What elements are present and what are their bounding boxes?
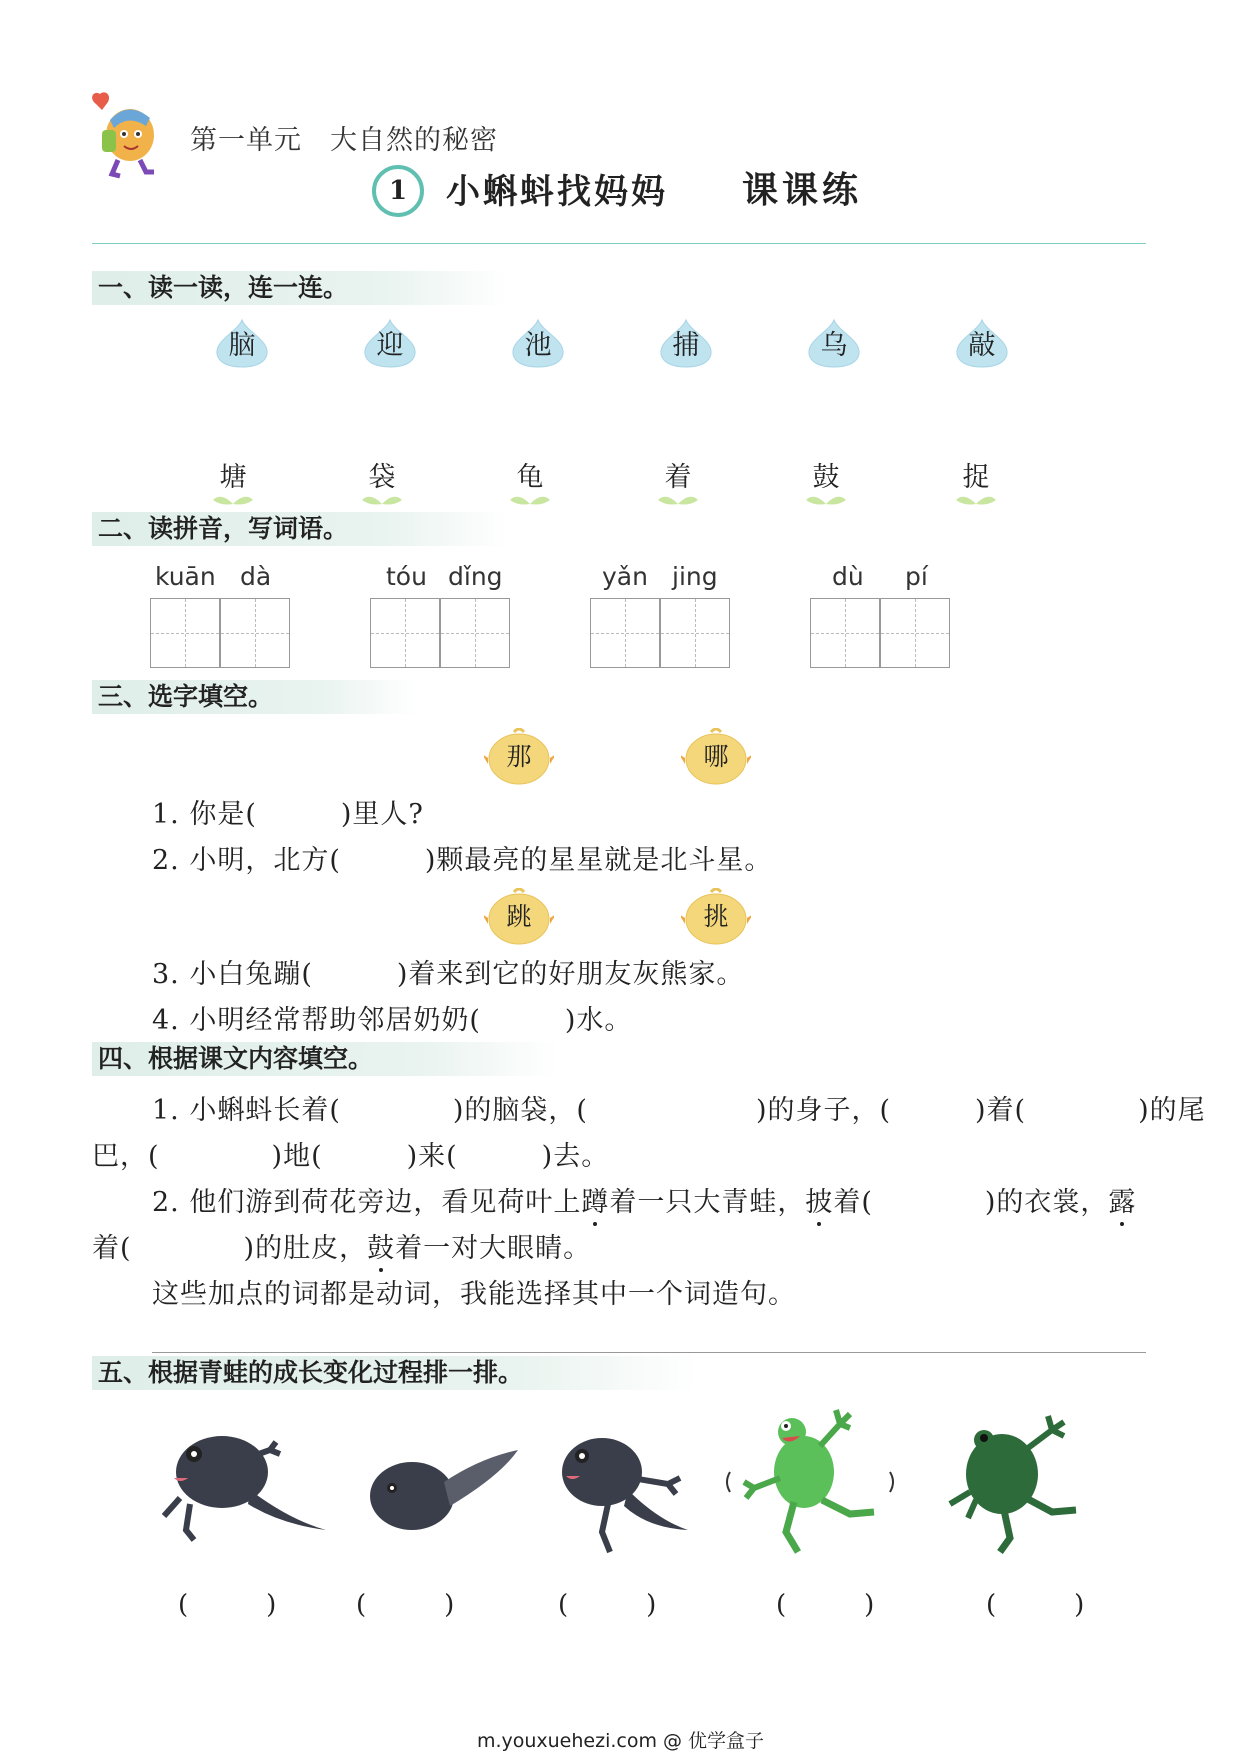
match-item-top[interactable] [213,318,271,368]
question-3: 3. 小白兔蹦( )着来到它的好朋友灰熊家。 [152,959,745,990]
match-item-bottom[interactable] [352,460,412,508]
writing-grid[interactable] [370,598,512,668]
match-char: 龟 [516,462,544,493]
match-item-top[interactable] [805,318,863,368]
match-char: 塘 [219,462,247,493]
mascot-illustration [88,90,166,180]
pinyin-left: dù [832,562,864,591]
fill-paragraph-1-line-2: 巴，( )地( )来( )去。 [92,1141,610,1172]
section-1-heading: 一、读一读，连一连。 [92,271,508,305]
pinyin-left: tóu [386,562,427,591]
match-char: 袋 [368,462,396,493]
choice-char-badge [484,888,554,946]
section-3-heading: 三、选字填空。 [92,680,418,714]
pinyin-left: yǎn [602,562,648,591]
sentence-prompt: 这些加点的词都是动词，我能选择其中一个词造句。 [152,1279,796,1310]
match-item-top[interactable] [361,318,419,368]
match-item-bottom[interactable] [648,460,708,508]
frog-stage-image [150,1420,330,1550]
tadpole-image [360,1430,520,1540]
writing-grid[interactable] [590,598,732,668]
dotted-verb: 蹲 [581,1187,610,1218]
footer-watermark: m.youxuehezi.com @ 优学盒子 [476,1730,765,1752]
section-4-heading: 四、根据课文内容填空。 [92,1042,558,1076]
match-item-bottom[interactable] [796,460,856,508]
question-2: 2. 小明，北方( )颗最亮的星星就是北斗星。 [152,845,773,876]
section-5-heading: 五、根据青蛙的成长变化过程排一排。 [92,1356,698,1390]
pinyin-left: kuān [155,562,216,591]
answer-line[interactable] [152,1352,1146,1353]
order-blank[interactable]: ( ) [178,1590,277,1620]
choice-char: 跳 [506,902,532,931]
order-blank[interactable]: ( ) [356,1590,455,1620]
match-char: 捕 [672,330,700,361]
pinyin-right: dà [240,562,272,591]
lesson-number-badge: 1 [372,165,424,217]
match-char: 池 [524,330,552,361]
pinyin-right: pí [905,562,928,591]
match-item-bottom[interactable] [500,460,560,508]
green-frog-jumping-image [724,1402,904,1562]
choice-char-badge [484,728,554,786]
question-4: 4. 小明经常帮助邻居奶奶( )水。 [152,1005,633,1036]
match-char: 着 [664,462,692,493]
dotted-verb: 披 [805,1187,834,1218]
unit-title: 第一单元 大自然的秘密 [190,125,498,156]
writing-grid[interactable] [150,598,292,668]
match-char: 鼓 [812,462,840,493]
order-blank[interactable]: ( ) [558,1590,657,1620]
section-2-heading: 二、读拼音，写词语。 [92,512,508,546]
fill-paragraph-2-line-2: 着( )的肚皮，鼓着一对大眼睛。 [92,1233,592,1264]
choice-char: 哪 [703,742,729,771]
adult-frog-image [940,1408,1090,1558]
frog-stage-image [548,1420,698,1560]
order-blank[interactable]: ( ) [986,1590,1085,1620]
dotted-verb: 露 [1108,1187,1137,1218]
fill-paragraph-2-line-1: 2. 他们游到荷花旁边，看见荷叶上蹲着一只大青蛙，披着( )的衣裳，露 [152,1187,1137,1218]
match-char: 迎 [376,330,404,361]
match-item-top[interactable] [953,318,1011,368]
match-item-top[interactable] [657,318,715,368]
choice-char: 那 [506,742,532,771]
choice-char: 挑 [703,902,729,931]
fill-paragraph-1-line-1: 1. 小蝌蚪长着( )的脑袋，( )的身子，( )着( )的尾 [152,1095,1206,1126]
match-char: 捉 [962,462,990,493]
header-divider [92,243,1146,244]
lesson-title: 小蝌蚪找妈妈 [446,172,668,212]
dotted-verb: 鼓 [367,1233,396,1264]
match-item-bottom[interactable] [203,460,263,508]
choice-char-badge [681,728,751,786]
question-1: 1. 你是( )里人? [152,799,424,830]
match-char: 敲 [968,330,996,361]
match-item-bottom[interactable] [946,460,1006,508]
pinyin-right: dǐng [448,562,503,591]
match-char: 脑 [228,330,256,361]
choice-char-badge [681,888,751,946]
match-char: 乌 [820,330,848,361]
match-item-top[interactable] [509,318,567,368]
lesson-tag: 课课练 [742,170,863,211]
order-blank[interactable]: ( ) [776,1590,875,1620]
writing-grid[interactable] [810,598,952,668]
pinyin-right: jing [672,562,718,591]
